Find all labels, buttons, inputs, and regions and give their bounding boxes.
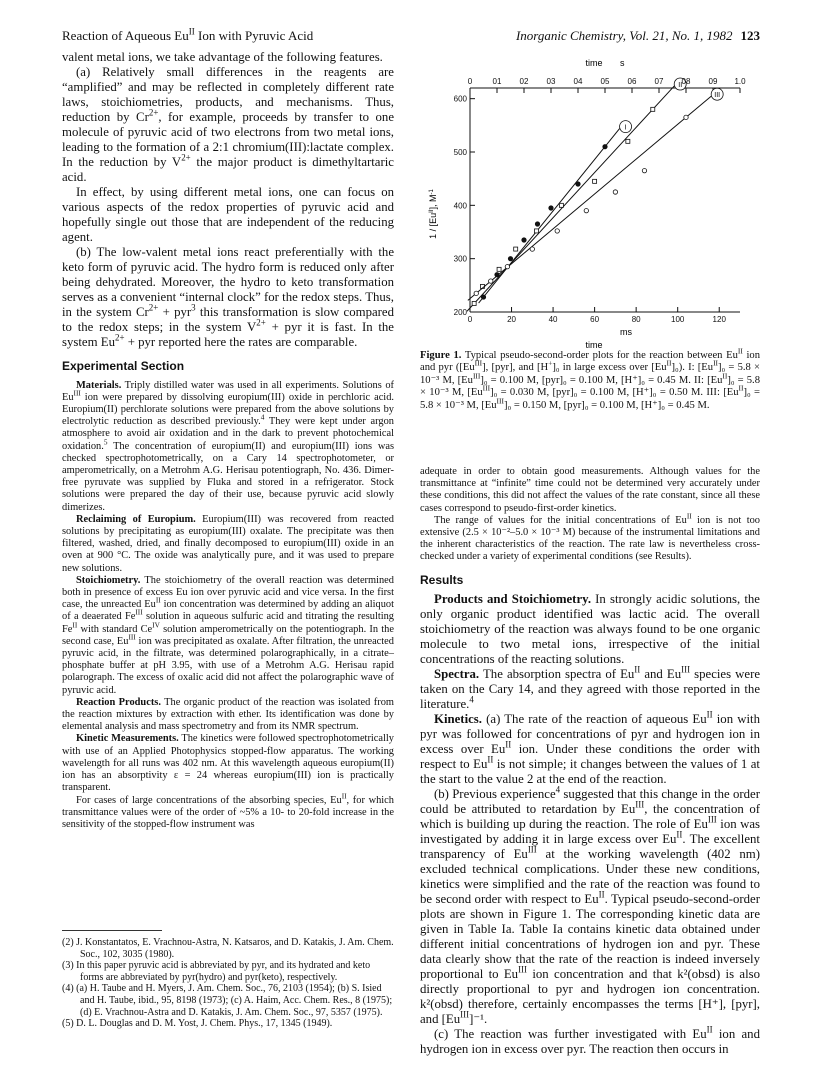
paragraph: The range of values for the initial concentrations of $Eu^{II}$ ion is not too extensive (2.5 × 10⁻²–5.0 × 10⁻³ M) because of the instrumental limitations and the inherent characteristics of the reaction. The rate law is nevertheless cross-checked under a variety of experimental conditions (see Results). bbox=[420, 512, 760, 563]
x2-tick-label: 02 bbox=[519, 77, 529, 86]
paragraph: Reaction Products. The organic product of the reaction was isolated from the reaction mixtures by extraction with ether. Its identification was done by elemental analysis and mass spectrometry and from its NMR spectrum. bbox=[62, 696, 394, 733]
top-axis-unit: s bbox=[620, 58, 625, 68]
paragraph: In effect, by using different metal ions, one can focus on various aspects of the redox properties of pyruvic acid and hopefully single out those that are independent of the reducing agent. bbox=[62, 185, 394, 244]
data-point-III bbox=[505, 264, 509, 268]
x-tick-label: 100 bbox=[671, 315, 685, 324]
paragraph: Kinetics. (a) The rate of the reaction of aqueous $Eu^{II}$ ion with pyr was followed for concentrations of pyr and hydrogen ion in excess over $Eu^{II}$ ion. Under these conditions the order with respect to $Eu^{II}$ is not simple; it changes between the values of 1 at the start to the value 2 at the end of the reaction. bbox=[420, 709, 760, 786]
series-line-III bbox=[468, 96, 711, 300]
x2-tick-label: 08 bbox=[681, 77, 691, 86]
x-tick-label: 80 bbox=[631, 315, 641, 324]
paragraph: (b) Previous experience$^4$ suggested that this change in the order could be attributed to retardation by $Eu^{III}$, the concentration of which is building up during the reaction. The role of $Eu^{III}$ ion was investigated by adding it in large excess over $Eu^{II}$. The excellent transparency of $Eu^{III}$ at the working wavelength (402 nm) excluded technical complications. Under these new conditions, kinetics were simplified and the rate of the reaction was found to be second order with respect to $Eu^{II}$. Typical pseudo-second-order plots are shown in Figure 1. The corresponding kinetic data are given in Table Ia. Table Ia contains kinetic data obtained under different initial concentrations of hydrogen ion and pyr. These data clearly show that the rate of the reaction is indeed inversely proportional to $Eu^{III}$ ion concentration and that k²(obsd) is also directly proportional to pyr and hydrogen ion concentration. k²(obsd) therefore, certainly encompasses the terms [H⁺], [pyr], and $[Eu^{III}]^{-1}$. bbox=[420, 784, 761, 1026]
top-axis-label: time bbox=[585, 58, 603, 68]
curve-label-II: II bbox=[678, 82, 683, 90]
series-line-II bbox=[467, 86, 674, 311]
page-number: 123 bbox=[740, 28, 760, 43]
data-point-II bbox=[626, 139, 630, 143]
x2-tick-label: 06 bbox=[627, 77, 637, 86]
y-tick-label: 200 bbox=[453, 308, 467, 317]
paragraph: adequate in order to obtain good measurements. Although values for the transmittance at “infinite” time could not be determined very accurately under these conditions, this did not affect the values of the rate constant, since all these cases correspond to pseudo-first-order kinetics. bbox=[420, 466, 760, 514]
y-axis-label: $1 / [Eu^{II}]$, $M^{-1}$ bbox=[428, 189, 438, 239]
data-point-III bbox=[530, 247, 534, 251]
data-point-III bbox=[584, 208, 588, 212]
data-point-III bbox=[684, 115, 688, 119]
data-point-II bbox=[559, 203, 563, 207]
x-tick-label: 0 bbox=[467, 315, 473, 324]
x2-tick-label: 07 bbox=[654, 77, 664, 86]
data-point-I bbox=[535, 222, 539, 226]
running-head: Reaction of Aqueous $Eu^{II}$ Ion with Pyruvic Acid bbox=[62, 26, 314, 43]
data-point-II bbox=[534, 229, 538, 233]
paragraph: Spectra. The absorption spectra of $Eu^{II}$ and $Eu^{III}$ species were taken on the Cary 14, and they agreed with those reported in the literature.$^4$ bbox=[420, 664, 761, 711]
data-point-III bbox=[474, 291, 478, 295]
bottom-axis-label: time bbox=[585, 340, 603, 350]
y-tick-label: 400 bbox=[453, 201, 467, 211]
paragraph: For cases of large concentrations of the absorbing species, $Eu^{II}$, for which transmittance values were of the order of ~5% a 10- to 20-fold increase in the sensitivity of the stopped-flow instrument was bbox=[62, 792, 394, 830]
x2-tick-label: 0 bbox=[467, 77, 473, 86]
journal-citation: Inorganic Chemistry, Vol. 21, No. 1, 1982 123 bbox=[515, 28, 760, 43]
footnote: (4) (a) H. Taube and H. Myers, J. Am. Chem. Soc., 76, 2103 (1954); (b) S. Isied and H. Taube, ibid., 95, 8198 (1973); (c) A. Haim, Acc. Chem. Res., 8 (1975); (d) E. Vrachnou-Astra and D. Katakis, J. Am. Chem. Soc., 97, 5357 (1975). bbox=[62, 983, 393, 1018]
x2-tick-label: 1.0 bbox=[734, 77, 746, 86]
bottom-axis-unit: ms bbox=[620, 327, 632, 337]
footnote: (5) D. L. Douglas and D. M. Yost, J. Chem. Phys., 17, 1345 (1949). bbox=[62, 1018, 333, 1030]
footnote: (3) In this paper pyruvic acid is abbreviated by pyr, and its hydrated and keto forms are abbreviated by pyr(hydro) and pyr(keto), respectively. bbox=[62, 960, 371, 983]
y-tick-label: 500 bbox=[453, 148, 467, 157]
data-point-III bbox=[642, 168, 646, 172]
paragraph: (b) The low-valent metal ions react preferentially with the keto form of pyruvic acid. The hydro form is reduced only after being dehydrated. Moreover, the hydro to keto transformation serves as a convenient “internal clock” for the redox steps. Thus, in the system $Cr^{2+} + pyr^3$ this transformation is slow compared to the redox steps; in the system $V^{2+}$ + pyr it is fast. In the system $Eu^{2+}$ + pyr reported here the rates are comparable. bbox=[62, 245, 394, 349]
data-point-I bbox=[549, 206, 553, 210]
data-point-I bbox=[508, 256, 512, 260]
paragraph: Stoichiometry. The stoichiometry of the overall reaction was determined both in presence of excess Eu ion over pyruvic acid and vice versa. In the first case, the unreacted $Eu^{II}$ ion concentration was determined by adding an aliquot of a deaerated $Fe^{III}$ solution in aqueous sulfuric acid and titrating the resulting $Fe^{II}$ with standard $Ce^{IV}$ solution amperometrically on the potentiograph. In the second case, $Eu^{III}$ ion was precipitated as oxalate. After filtration, the unreacted pyruvic acid, in the filtrate, was determined polarographically, in a citrate–phosphate buffer at pH 3.95, with use of a Metrohm A.G. Herisau rapid polarograph. The excess of oxalic acid did not affect the polarographic wave of pyruvic acid. bbox=[62, 574, 395, 696]
paragraph: Materials. Triply distilled water was used in all experiments. Solutions of $Eu^{III}$ ion were prepared by dissolving europium(III) oxide in perchloric acid. Europium(II) perchlorate solutions were prepared from the above solutions by electrolytic reduction as described previously.$^4$ They were kept under argon atmosphere to avoid air oxidation and in the dark to prevent photochemical oxidation.$^5$ The concentration of europium(II) and europium(III) ions was checked spectrophotometrically, on a Cary 14 spectrophotometer, or amperometrically, on a Metrohm A.G. Herisau potentiograph, No. 436. Dimer-free pyruvate was supplied by Fluka and stored in a refrigerator. Stock solutions were prepared the day of their use, because pyruvic acid slowly dimerizes. bbox=[62, 379, 395, 513]
curve-label-III: III bbox=[714, 92, 721, 100]
paragraph: Products and Stoichiometry. In strongly acidic solutions, the only organic product identified was lactic acid. The overall stoichiometry of the reaction was always found to be one organic molecule to two metal ions, irrespective of the initial concentrations of the reacting solutions. bbox=[420, 591, 760, 666]
x2-tick-label: 04 bbox=[573, 77, 583, 86]
data-point-III bbox=[613, 190, 617, 194]
data-point-I bbox=[576, 182, 580, 186]
series-line-I bbox=[479, 129, 620, 303]
x2-tick-label: 03 bbox=[546, 77, 556, 86]
paragraph: (a) Relatively small differences in the reagents are “amplified” and may be reflected in completely different rate laws, stoichiometries, products, and mechanisms. Thus, reduction by $Cr^{2+}$, for example, proceeds by transfer to one molecule of pyruvic acid of two electrons from two metal ions, leading to the formation of a 2:1 chromium(III):lactate complex. In the reduction by $V^{2+}$ the major product is dimethyltartaric acid. bbox=[62, 65, 395, 184]
paragraph: Reclaiming of Europium. Europium(III) was recovered from reacted solutions by precipitating as europium(III) oxalate. The precipitate was then filtered, washed, dried, and finally decomposed to europium(III) oxide in an oven at 900 °C. The oxide was analytically pure, and it was used to prepare new solutions. bbox=[62, 513, 394, 574]
x-tick-label: 40 bbox=[548, 315, 558, 324]
right-column bbox=[420, 466, 760, 1057]
curve-label-I: I bbox=[624, 124, 627, 132]
section-heading: Experimental Section bbox=[62, 359, 185, 373]
paragraph: valent metal ions, we take advantage of the following features. bbox=[62, 50, 383, 64]
x2-tick-label: 09 bbox=[708, 77, 718, 86]
data-point-I bbox=[522, 238, 526, 242]
paragraph: (c) The reaction was further investigated with $Eu^{II}$ ion and hydrogen ion in excess over pyr. The reaction then occurs in bbox=[420, 1024, 760, 1056]
left-column bbox=[62, 50, 394, 831]
y-tick-label: 600 bbox=[453, 94, 467, 104]
data-point-II bbox=[472, 301, 476, 305]
y-tick-label: 300 bbox=[453, 254, 467, 264]
data-point-II bbox=[593, 179, 597, 183]
figure-1-chart bbox=[420, 54, 760, 354]
footnotes bbox=[62, 930, 394, 1030]
x-tick-label: 60 bbox=[590, 315, 600, 324]
footnote: (2) J. Konstantatos, E. Vrachnou-Astra, N. Katsaros, and D. Katakis, J. Am. Chem. Soc., 102, 3035 (1980). bbox=[62, 937, 394, 960]
x-tick-label: 120 bbox=[712, 315, 726, 324]
section-heading: Results bbox=[420, 572, 464, 587]
x2-tick-label: 01 bbox=[492, 77, 502, 86]
x2-tick-label: 05 bbox=[600, 77, 610, 86]
x-tick-label: 20 bbox=[507, 315, 516, 324]
data-point-III bbox=[489, 279, 493, 283]
data-point-II bbox=[651, 107, 655, 111]
data-point-III bbox=[555, 229, 559, 233]
data-point-II bbox=[497, 267, 501, 271]
data-point-I bbox=[603, 144, 607, 148]
figure-caption: Figure 1. Typical pseudo-second-order plots for the reaction between $Eu^{II}$ ion and pyr ($[Eu^{III}]$, [pyr], and [H+]₀ in large excess over $[Eu^{II}]_0$). I: $[Eu^{II}]_0 = 5.8 \times 10^{-3}$ M, $[Eu^{III}]_0 = 0.100$ M, [pyr]₀ = 0.100 M, [H⁺]₀ = 0.45 M. II: $[Eu^{II}]_0 = 5.8 \times 10^{-3}$ M, $[Eu^{III}]_0 = 0.030$ M, [pyr]₀ = 0.100 M, [H⁺]₀ = 0.50 M. III: $[Eu^{II}]_0 = 5.8 \times 10^{-3}$ M, $[Eu^{III}]_0 = 0.150$ M, [pyr]₀ = 0.100 M, [H⁺]₀ = 0.45 M. bbox=[420, 346, 761, 411]
paragraph: Kinetic Measurements. The kinetics were followed spectrophotometrically with use of an Applied Photophysics stopped-flow apparatus. The working wavelength for all runs was 402 nm. At this wavelength aqueous europium(II) ion has an absorptivity ε = 24 whereas europium(III) ion is practically transparent. bbox=[62, 733, 394, 794]
data-point-II bbox=[514, 247, 518, 251]
